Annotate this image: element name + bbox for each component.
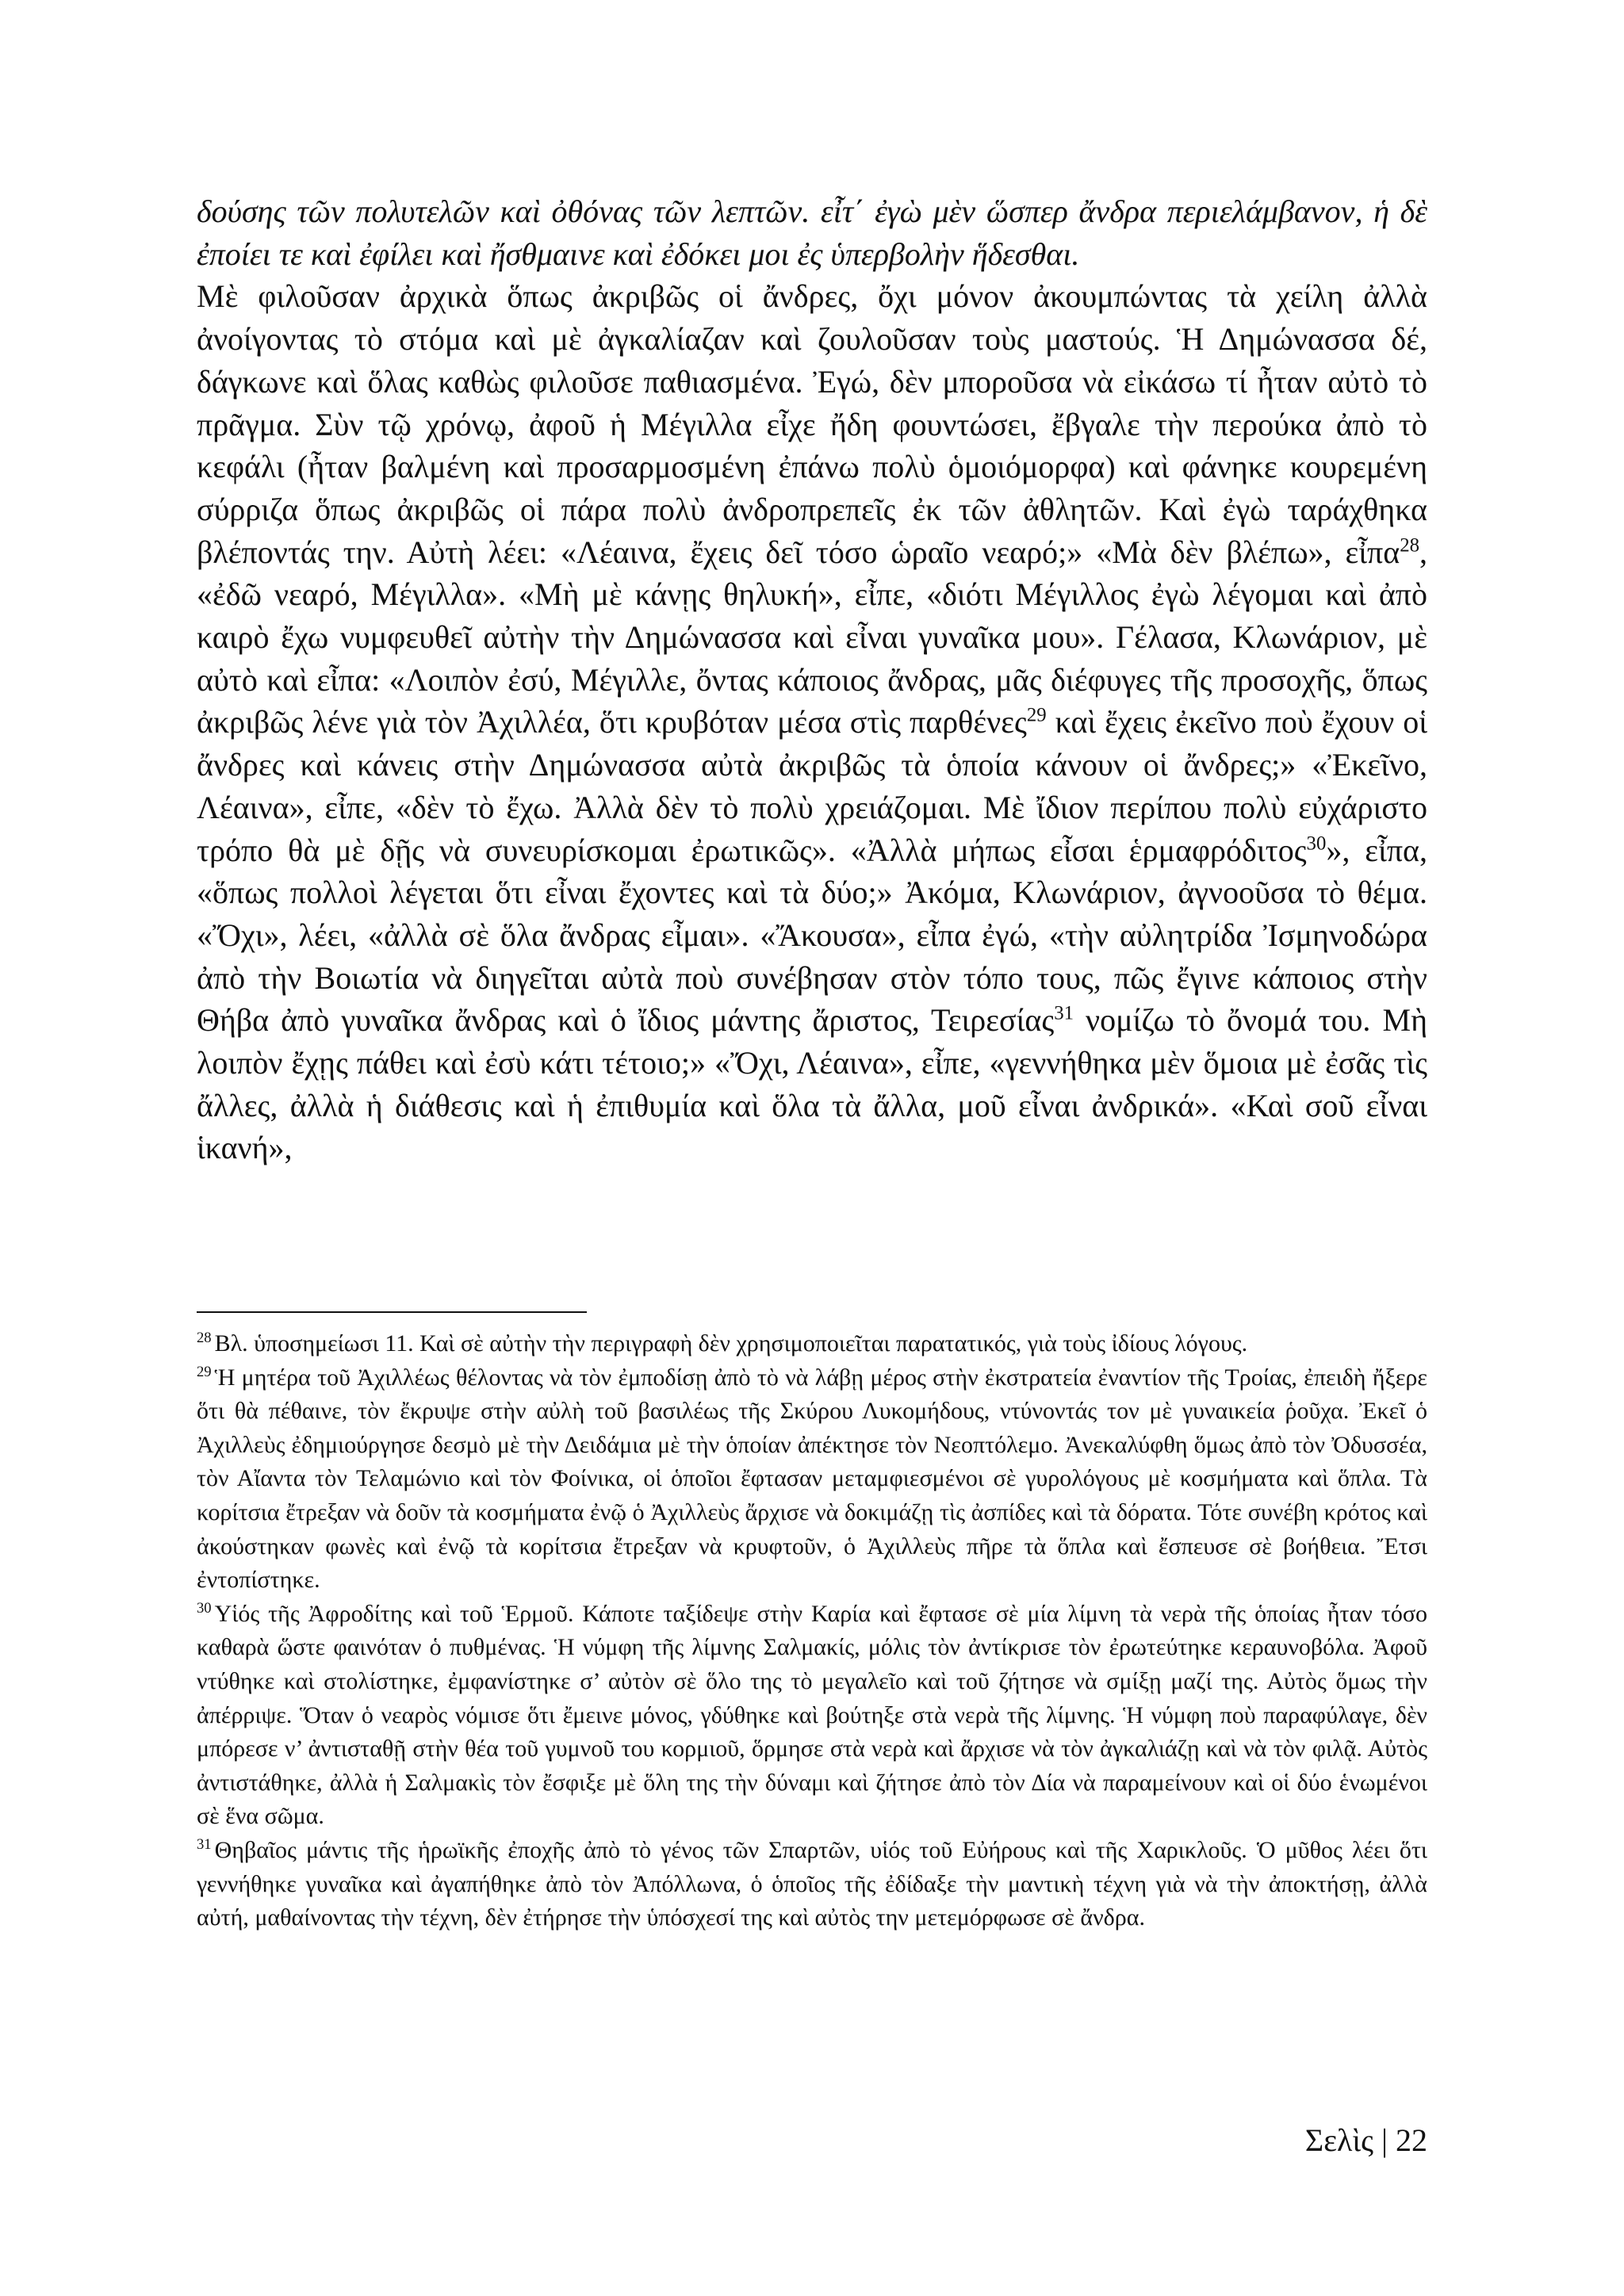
text-segment: καὶ ἔχεις ἐκεῖνο ποὺ ἔχουν οἱ ἄνδρες καὶ κάνεις στὴν Δημώνασσα αὐτὰ ἀκριβῶς τὰ ὁποία κάνουν οἱ ἄνδρες;» «Ἐκεῖνο, Λέαινα», εἶπε, «δὲν τὸ ἔχω. Ἀλλὰ δὲν τὸ πολὺ χρειάζομαι. Μὲ ἴδιον περίπου πολὺ εὐχάριστο τρόπο θὰ μὲ δῇς νὰ συνευρίσκομαι ἐρωτικῶς». «Ἀλλὰ μήπως εἶσαι ἑρμαφρόδιτος: [197, 704, 1427, 868]
footnote-30: [197, 1598, 1427, 1834]
footnote-text: Υἱός τῆς Ἀφροδίτης καὶ τοῦ Ἑρμοῦ. Κάποτε ταξίδεψε στὴν Καρία καὶ ἔφτασε σὲ μία λίμνη τὰ νερὰ τῆς ὁποίας ἦταν τόσο καθαρὰ ὥστε φαινόταν ὁ πυθμένας. Ἡ νύμφη τῆς λίμνης Σαλμακίς, μόλις τὸν ἀντίκρισε τὸν ἐρωτεύτηκε κεραυνοβόλα. Ἀφοῦ ντύθηκε καὶ στολίστηκε, ἐμφανίστηκε σ’ αὐτὸν σὲ ὅλο της τὸ μεγαλεῖο καὶ τοῦ ζήτησε νὰ σμίξῃ μαζί της. Αὐτὸς ὅμως τὴν ἀπέρριψε. Ὅταν ὁ νεαρὸς νόμισε ὅτι ἔμεινε μόνος, γδύθηκε καὶ βούτηξε στὰ νερὰ τῆς λίμνης. Ἡ νύμφη ποὺ παραφύλαγε, δὲν μπόρεσε ν’ ἀντισταθῇ στὴν θέα τοῦ γυμνοῦ του κορμιοῦ, ὅρμησε στὰ νερὰ καὶ ἄρχισε νὰ τὸν ἀγκαλιάζῃ καὶ νὰ τὸν φιλᾷ. Αὐτὸς ἀντιστάθηκε, ἀλλὰ ἡ Σαλμακὶς τὸν ἔσφιξε μὲ ὅλη της τὴν δύναμι καὶ ζήτησε ἀπὸ τὸν Δία νὰ παραμείνουν καὶ οἱ δύο ἑνωμένοι σὲ ἕνα σῶμα.: [197, 1600, 1427, 1830]
main-text: [197, 190, 1427, 1169]
footnote-number: 28: [197, 1330, 212, 1346]
text-segment: Μὲ φιλοῦσαν ἀρχικὰ ὅπως ἀκριβῶς οἱ ἄνδρες, ὄχι μόνον ἀκουμπώντας τὰ χείλη ἀλλὰ ἀνοίγοντας τὸ στόμα καὶ μὲ ἀγκαλίαζαν καὶ ζουλοῦσαν τοὺς μαστούς. Ἡ Δημώνασσα δέ, δάγκωνε καὶ ὅλας καθὼς φιλοῦσε παθιασμένα. Ἐγώ, δὲν μποροῦσα νὰ εἰκάσω τί ἦταν αὐτὸ τὸ πρᾶγμα. Σὺν τῷ χρόνῳ, ἀφοῦ ἡ Μέγιλλα εἶχε ἤδη φουντώσει, ἔβγαλε τὴν περούκα ἀπὸ τὸ κεφάλι (ἦταν βαλμένη καὶ προσαρμοσμένη ἐπάνω πολὺ ὁμοιόμορφα) καὶ φάνηκε κουρεμένη σύρριζα ὅπως ἀκριβῶς οἱ πάρα πολὺ ἀνδροπρεπεῖς ἐκ τῶν ἀθλητῶν. Καὶ ἐγὼ ταράχθηκα βλέποντάς την. Αὐτὴ λέει: «Λέαινα, ἔχεις δεῖ τόσο ὡραῖο νεαρό;» «Μὰ δὲν βλέπω», εἶπα: [197, 278, 1427, 570]
text-segment: νομίζω τὸ ὄνομά του. Μὴ λοιπὸν ἔχῃς πάθει καὶ ἐσὺ κάτι τέτοιο;» «Ὄχι, Λέαινα», εἶπε, «γεννήθηκα μὲν ὅμοια μὲ ἐσᾶς τὶς ἄλλες, ἀλλὰ ἡ διάθεσις καὶ ἡ ἐπιθυμία καὶ ὅλα τὰ ἄλλα, μοῦ εἶναι ἀνδρικά». «Καὶ σοῦ εἶναι ἱκανή»,: [197, 1002, 1427, 1166]
footnote-ref-28[interactable]: 28: [1400, 534, 1419, 557]
footnote-ref-31[interactable]: 31: [1054, 1003, 1074, 1025]
quoted-greek-passage: δούσης τῶν πολυτελῶν καὶ ὀθόνας τῶν λεπτῶν. εἶτ΄ ἐγὼ μὲν ὥσπερ ἄνδρα περιελάμβανον, ἡ δὲ ἐποίει τε καὶ ἐφίλει καὶ ἤσθμαινε καὶ ἐδόκει μοι ἐς ὑπερβολὴν ἥδεσθαι.: [197, 193, 1427, 272]
footnote-separator: [197, 1311, 587, 1313]
footnote-number: 31: [197, 1835, 212, 1853]
footnote-ref-29[interactable]: 29: [1026, 705, 1047, 727]
page-number: Σελὶς | 22: [1304, 2122, 1427, 2158]
footnote-text: Θηβαῖος μάντις τῆς ἡρωϊκῆς ἐποχῆς ἀπὸ τὸ γένος τῶν Σπαρτῶν, υἱός τοῦ Εὐήρους καὶ τῆς Χαρικλοῦς. Ὁ μῦθος λέει ὅτι γεννήθηκε γυναῖκα καὶ ἀγαπήθηκε ἀπὸ τὸν Ἀπόλλωνα, ὁ ὁποῖος τῆς ἐδίδαξε τὴν μαντικὴ τέχνη γιὰ νὰ τὴν ἀποκτήσῃ, ἀλλὰ αὐτή, μαθαίνοντας τὴν τέχνη, δὲν ἐτήρησε τὴν ὑπόσχεσί της καὶ αὐτὸς την μετεμόρφωσε σὲ ἄνδρα.: [197, 1836, 1427, 1931]
translation-paragraph: [197, 275, 1427, 1169]
footnote-31: [197, 1834, 1427, 1935]
footnote-text: Βλ. ὑποσημείωσι 11. Καὶ σὲ αὐτὴν τὴν περιγραφὴ δὲν χρησιμοποιεῖται παρατατικός, γιὰ τοὺς ἰδίους λόγους.: [214, 1330, 1248, 1357]
footnotes-section: [197, 1327, 1427, 1935]
text-segment: , «ἐδῶ νεαρό, Μέγιλλα». «Μὴ μὲ κάνῃς θηλυκή», εἶπε, «διότι Μέγιλλος ἐγὼ λέγομαι καὶ ἀπὸ καιρὸ ἔχω νυμφευθεῖ αὐτὴν τὴν Δημώνασσα καὶ εἶναι γυναῖκα μου». Γέλασα, Κλωνάριον, μὲ αὐτὸ καὶ εἶπα: «Λοιπὸν ἐσύ, Μέγιλλε, ὄντας κάποιος ἄνδρας, μᾶς διέφυγες τῆς προσοχῆς, ὅπως ἀκριβῶς λένε γιὰ τὸν Ἀχιλλέα, ὅτι κρυβόταν μέσα στὶς παρθένες: [197, 534, 1427, 740]
footnote-text: Ἡ μητέρα τοῦ Ἀχιλλέως θέλοντας νὰ τὸν ἐμποδίσῃ ἀπὸ τὸ νὰ λάβῃ μέρος στὴν ἐκστρατεία ἐναντίον τῆς Τροίας, ἐπειδὴ ἤξερε ὅτι θὰ πέθαινε, τὸν ἔκρυψε στὴν αὐλὴ τοῦ βασιλέως τῆς Σκύρου Λυκομήδους, ντύνοντάς τον μὲ γυναικεία ῥοῦχα. Ἐκεῖ ὁ Ἀχιλλεὺς ἐδημιούργησε δεσμὸ μὲ τὴν Δειδάμια μὲ τὴν ὁποίαν ἀπέκτησε τὸν Νεοπτόλεμο. Ἀνεκαλύφθη ὅμως ἀπὸ τὸν Ὀδυσσέα, τὸν Αἴαντα τὸν Τελαμώνιο καὶ τὸν Φοίνικα, οἱ ὁποῖοι ἔφτασαν μεταμφιεσμένοι σὲ γυρολόγους μὲ κοσμήματα καὶ ὅπλα. Τὰ κορίτσια ἔτρεξαν νὰ δοῦν τὰ κοσμήματα ἐνῷ ὁ Ἀχιλλεὺς ἄρχισε νὰ δοκιμάζῃ τὶς ἀσπίδες καὶ τὰ δόρατα. Τότε συνέβη κρότος καὶ ἀκούστηκαν φωνὲς καὶ ἐνῷ τὰ κορίτσια ἔτρεξαν νὰ κρυφτοῦν, ὁ Ἀχιλλεὺς πῆρε τὰ ὅπλα καὶ ἔσπευσε σὲ βοήθεια. Ἔτσι ἐντοπίστηκε.: [197, 1364, 1427, 1594]
footnote-ref-30[interactable]: 30: [1306, 832, 1327, 855]
footnote-29: [197, 1361, 1427, 1598]
footnote-number: 30: [197, 1599, 212, 1617]
footnote-number: 29: [197, 1363, 212, 1380]
footnote-28: [197, 1327, 1427, 1361]
text-segment: », εἶπα, «ὅπως πολλοὶ λέγεται ὅτι εἶναι ἔχοντες καὶ τὰ δύο;» Ἀκόμα, Κλωνάριον, ἀγνοοῦσα τὸ θέμα. «Ὄχι», λέει, «ἀλλὰ σὲ ὅλα ἄνδρας εἶμαι». «Ἄκουσα», εἶπα ἐγώ, «τὴν αὐλητρίδα Ἰσμηνοδώρα ἀπὸ τὴν Βοιωτία νὰ διηγεῖται αὐτὰ ποὺ συνέβησαν στὸν τόπο τους, πῶς ἔγινε κάποιος στὴν Θήβα ἀπὸ γυναῖκα ἄνδρας καὶ ὁ ἴδιος μάντης ἄριστος, Τειρεσίας: [197, 832, 1427, 1039]
